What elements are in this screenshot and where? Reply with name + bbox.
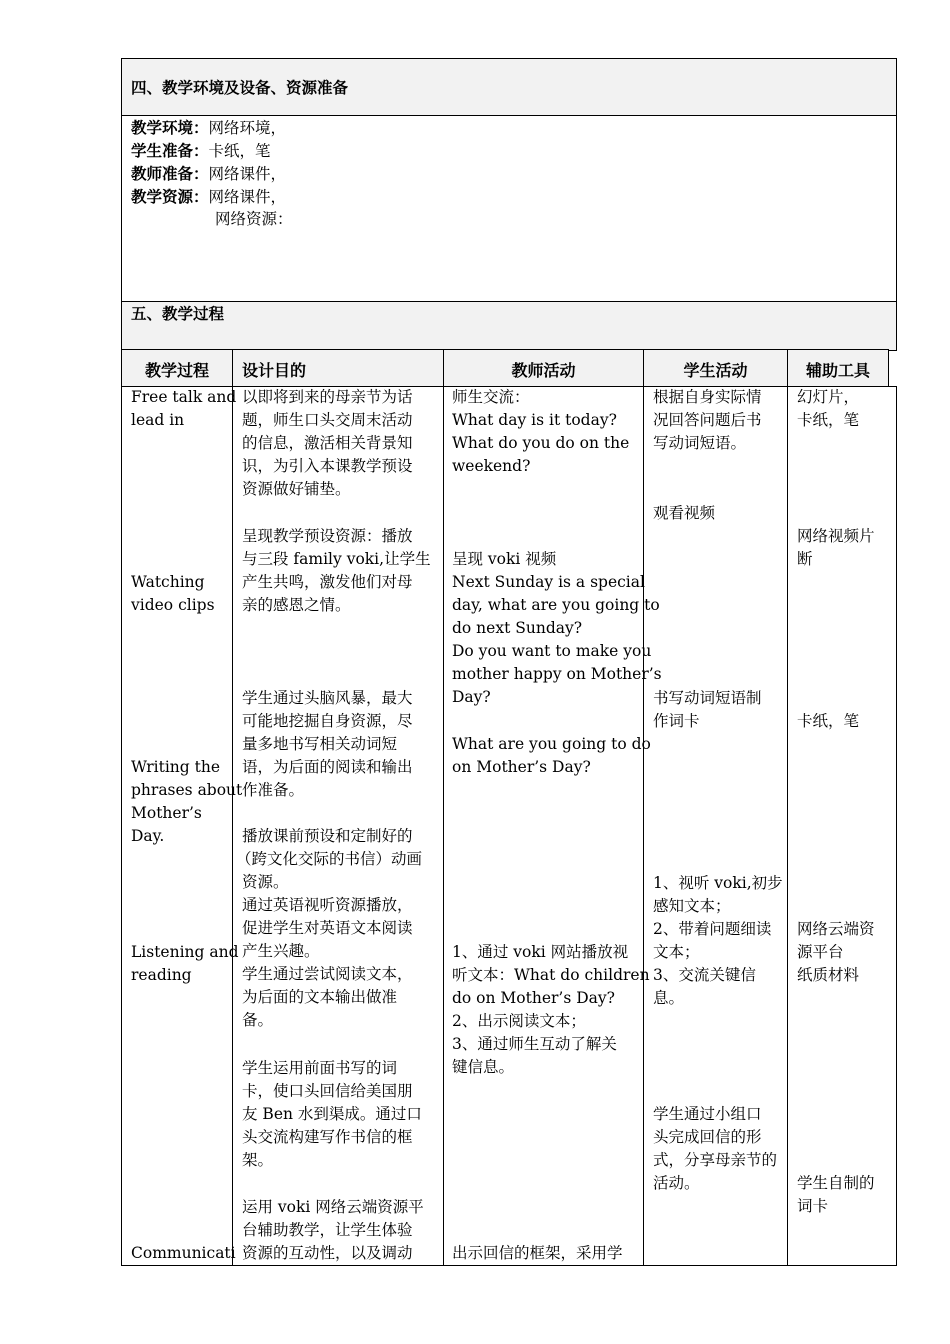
student-line: 头完成回信的形 xyxy=(653,1128,762,1146)
teacher-value: 网络课件， xyxy=(208,165,287,183)
header-tools: 辅助工具 xyxy=(805,361,870,380)
tool-line: 词卡 xyxy=(797,1197,829,1215)
teacher-line: Next Sunday is a special xyxy=(452,573,645,591)
student-line: 况回答问题后书 xyxy=(653,411,762,429)
purpose-line: 量多地书写相关动词短 xyxy=(242,735,398,753)
teacher-line: What day is it today? xyxy=(452,411,617,429)
tool-line: 卡纸，笔 xyxy=(797,411,860,429)
purpose-line: 通过英语视听资源播放， xyxy=(242,896,413,914)
purpose-line: 学生通过头脑风暴，最大 xyxy=(242,689,413,707)
teacher-line: mother happy on Mother’s xyxy=(452,665,662,683)
stage-watching-1: Watching xyxy=(131,573,205,591)
purpose-line: 学生运用前面书写的词 xyxy=(242,1059,398,1077)
header-teacher: 教师活动 xyxy=(511,361,576,380)
tool-line: 网络云端资 xyxy=(797,920,875,938)
resource-value-1: 网络课件， xyxy=(208,188,287,206)
body-cell-3 xyxy=(443,386,644,1266)
purpose-line: 学生通过尝试阅读文本， xyxy=(242,965,413,983)
teacher-line: Do you want to make you xyxy=(452,642,652,660)
body-cell-5 xyxy=(787,386,897,1266)
purpose-line: 台辅助教学，让学生体验 xyxy=(242,1221,413,1239)
stage-writing-1: Writing the xyxy=(131,758,221,776)
student-line: 1、视听 voki,初步 xyxy=(653,874,783,892)
purpose-line: 以即将到来的母亲节为话 xyxy=(242,388,413,406)
purpose-line: 作准备。 xyxy=(242,781,305,799)
teacher-line: Day? xyxy=(452,688,491,706)
purpose-line: 播放课前预设和定制好的 xyxy=(242,827,413,845)
resource-label: 教学资源： xyxy=(131,187,209,206)
teacher-line: 键信息。 xyxy=(452,1058,515,1076)
teacher-line: 出示回信的框架，采用学 xyxy=(452,1244,623,1262)
stage-communication: Communicati xyxy=(131,1244,236,1262)
purpose-line: 资源。 xyxy=(242,873,289,891)
student-line: 式，分享母亲节的 xyxy=(653,1151,778,1169)
student-line: 根据自身实际情 xyxy=(653,388,762,406)
teacher-line: 呈现 voki 视频 xyxy=(452,550,557,568)
purpose-line: 与三段 family voki,让学生 xyxy=(242,550,431,568)
student-line: 息。 xyxy=(653,989,685,1007)
student-line: 观看视频 xyxy=(653,504,716,522)
student-line: 书写动词短语制 xyxy=(653,689,762,707)
header-purpose: 设计目的 xyxy=(242,361,307,380)
student-line: 活动。 xyxy=(653,1174,700,1192)
teacher-line: 师生交流： xyxy=(452,388,530,406)
student-line: 作词卡 xyxy=(653,712,700,730)
purpose-line: 产生兴趣。 xyxy=(242,942,320,960)
tool-line: 纸质材料 xyxy=(797,966,860,984)
teacher-line: on Mother’s Day? xyxy=(452,758,591,776)
tool-line: 源平台 xyxy=(797,943,844,961)
stage-listening-2: reading xyxy=(131,966,192,984)
purpose-line: 亲的感恩之情。 xyxy=(242,596,351,614)
stage-watching-2: video clips xyxy=(131,596,215,614)
env-value: 网络环境， xyxy=(208,119,287,137)
teacher-label: 教师准备： xyxy=(131,164,209,183)
stage-freetalk-1: Free talk and xyxy=(131,388,237,406)
purpose-line: 运用 voki 网络云端资源平 xyxy=(242,1198,424,1216)
purpose-line: 卡，使口头回信给美国朋 xyxy=(242,1082,413,1100)
tool-line: 幻灯片， xyxy=(797,388,860,406)
teacher-line: 2、出示阅读文本； xyxy=(452,1012,586,1030)
env-label: 教学环境： xyxy=(131,118,209,137)
stage-listening-1: Listening and xyxy=(131,943,239,961)
teacher-line: weekend? xyxy=(452,457,531,475)
purpose-line: 资源的互动性，以及调动 xyxy=(242,1244,413,1262)
student-label: 学生准备： xyxy=(131,141,209,160)
purpose-line: 促进学生对英语文本阅读 xyxy=(242,919,413,937)
purpose-line: 识，为引入本课教学预设 xyxy=(242,457,413,475)
section5-title: 五、教学过程 xyxy=(131,304,225,323)
student-line: 3、交流关键信 xyxy=(653,966,756,984)
teacher-line: What are you going to do xyxy=(452,735,651,753)
purpose-line: 为后面的文本输出做准 xyxy=(242,988,398,1006)
student-line: 2、带着问题细读 xyxy=(653,920,772,938)
purpose-line: 头交流构建写作书信的框 xyxy=(242,1128,413,1146)
student-line: 写动词短语。 xyxy=(653,434,747,452)
purpose-line: 的信息，激活相关背景知 xyxy=(242,434,413,452)
teacher-line: do next Sunday? xyxy=(452,619,583,637)
section5-header-box xyxy=(121,301,897,351)
teacher-line: What do you do on the xyxy=(452,434,630,452)
student-line: 文本； xyxy=(653,943,700,961)
purpose-line: 友 Ben 水到渠成。通过口 xyxy=(242,1105,422,1123)
stage-writing-3: Mother’s xyxy=(131,804,202,822)
student-value: 卡纸，笔 xyxy=(208,142,271,160)
resource-value-2: 网络资源： xyxy=(215,210,293,228)
tool-line: 学生自制的 xyxy=(797,1174,875,1192)
teacher-line: 听文本：What do children xyxy=(452,966,650,984)
stage-freetalk-2: lead in xyxy=(131,411,185,429)
purpose-line: 语，为后面的阅读和输出 xyxy=(242,758,413,776)
purpose-line: 资源做好铺垫。 xyxy=(242,480,351,498)
teacher-line: 3、通过师生互动了解关 xyxy=(452,1035,617,1053)
purpose-line: 呈现教学预设资源：播放 xyxy=(242,527,413,545)
stage-writing-2: phrases about xyxy=(131,781,243,799)
purpose-line: 备。 xyxy=(242,1011,274,1029)
tool-line: 网络视频片 xyxy=(797,527,875,545)
tool-line: 卡纸，笔 xyxy=(797,712,860,730)
section4-title: 四、教学环境及设备、资源准备 xyxy=(131,78,349,97)
teacher-line: do on Mother’s Day? xyxy=(452,989,615,1007)
stage-writing-4: Day. xyxy=(131,827,165,845)
purpose-line: 题，师生口头交周末活动 xyxy=(242,411,413,429)
purpose-line: 架。 xyxy=(242,1151,274,1169)
header-process: 教学过程 xyxy=(144,361,209,380)
purpose-line: 产生共鸣，激发他们对母 xyxy=(242,573,413,591)
teacher-line: day, what are you going to xyxy=(452,596,660,614)
teacher-line: 1、通过 voki 网站播放视 xyxy=(452,943,629,961)
purpose-line: （跨文化交际的书信）动画 xyxy=(236,850,423,868)
tool-line: 断 xyxy=(797,550,813,568)
purpose-line: 可能地挖掘自身资源，尽 xyxy=(242,712,413,730)
header-student: 学生活动 xyxy=(683,361,748,380)
student-line: 学生通过小组口 xyxy=(653,1105,762,1123)
student-line: 感知文本； xyxy=(653,897,731,915)
